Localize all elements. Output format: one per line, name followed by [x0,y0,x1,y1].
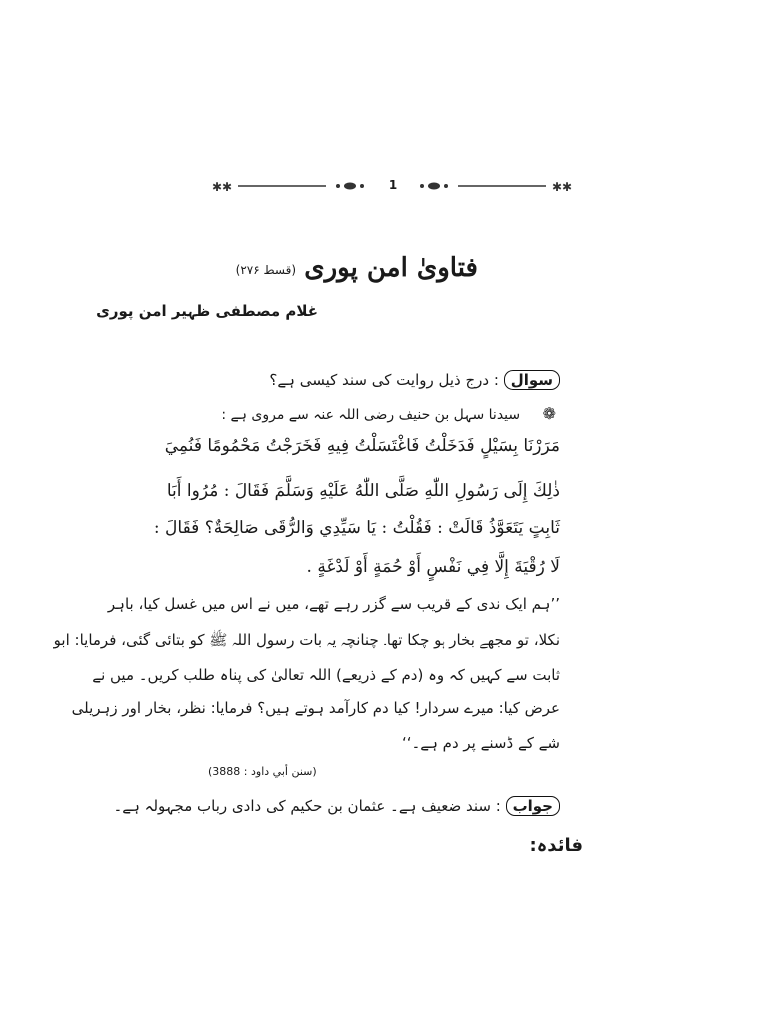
narration-intro: سیدنا سہل بن حنیف رضی اللہ عنہ سے مروی ہے : [221,407,521,423]
answer-label: جواب [506,796,560,816]
urdu-translation-line: شے کے ڈسنے پر دم ہے۔‘‘ [401,734,560,752]
arabic-hadith-line: ذٰلِكَ إِلَى رَسُولِ اللّٰهِ صَلَّى اللّٰهُ عَلَيْهِ وَسَلَّمَ فَقَالَ : مُرُوا أَبَا [166,481,560,501]
arabic-hadith-line: مَرَرْنَا بِسَيْلٍ فَدَخَلْتُ فَاغْتَسَلْتُ فِيهِ فَخَرَجْتُ مَحْمُومًا فَنُمِيَ [164,436,560,456]
question-line [269,370,560,390]
author-name: غلام مصطفی ظہیر امن پوری [96,302,318,320]
page-number: 1 [388,178,398,192]
urdu-translation-line: ثابت سے کہیں کہ وہ (دم کے ذریعے) اللہ تعالیٰ کی پناہ طلب کریں۔ میں نے [92,666,560,684]
question-label: سوال [504,370,560,390]
answer-text: : سند ضعیف ہے۔ عثمان بن حکیم کی دادی رباب مجہولہ ہے۔ [113,797,501,815]
svg-text:✱✱: ✱✱ [552,180,573,194]
benefit-heading: فائدہ: [529,835,583,856]
hadith-reference: (سنن أبي داود : 3888) [208,765,317,778]
urdu-translation-line: عرض کیا: میرے سردار! کیا دم کارآمد ہوتے ہیں؟ فرمایا: نظر، بخار اور زہریلی [71,699,560,717]
arabic-hadith-line: لَا رُقْيَةَ إِلَّا فِي نَفْسٍ أَوْ حُمَةٍ أَوْ لَدْغَةٍ . [306,557,560,577]
answer-line [114,796,560,816]
svg-text:✱✱: ✱✱ [212,180,233,194]
urdu-translation-line: ’’ہم ایک ندی کے قریب سے گزر رہے تھے، میں نے اس میں غسل کیا، باہر [107,595,560,613]
article-part-label: (قسط ۲۷۶) [235,263,296,277]
arabic-hadith-line: ثَابِتٍ يَتَعَوَّذُ قَالَتْ : فَقُلْتُ : يَا سَيِّدِي وَالرُّقَى صَالِحَةٌ؟ فَقَالَ : [153,518,560,538]
question-text: : درج ذیل روایت کی سند کیسی ہے؟ [269,371,499,389]
flower-bullet-icon: ❁ [542,404,556,423]
narration-line [221,404,556,423]
article-title: فتاویٰ امن پوری [304,253,478,283]
urdu-translation-line: نکلا، تو مجھے بخار ہو چکا تھا۔ چنانچہ یہ بات رسول اللہ ﷺ کو بتائی گئی، فرمایا: ابو [53,631,560,649]
